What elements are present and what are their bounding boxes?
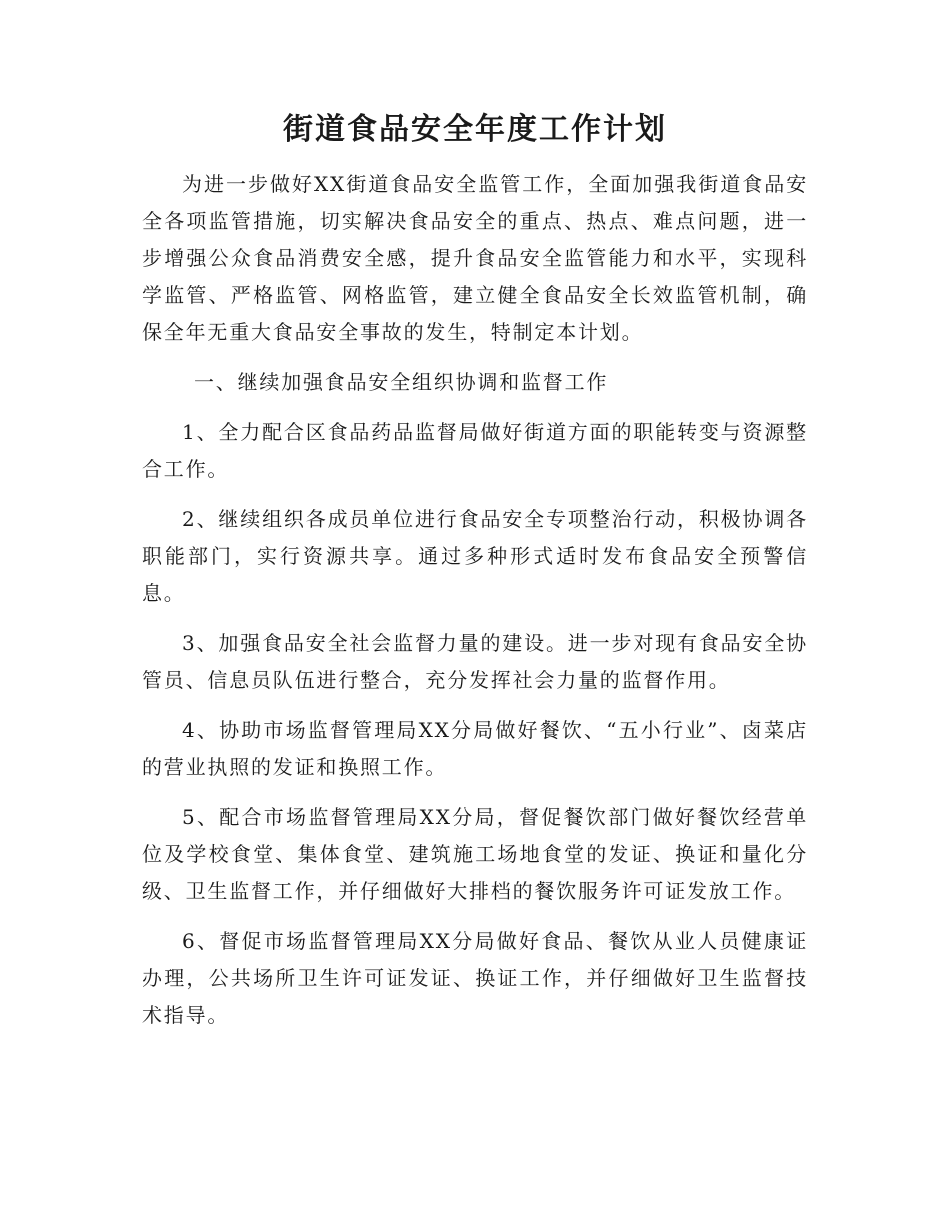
- document-body: [142, 166, 808, 1047]
- list-item: 2、继续组织各成员单位进行食品安全专项整治行动，积极协调各职能部门，实行资源共享。通过多种形式适时发布食品安全预警信息。: [142, 507, 808, 605]
- list-item: 5、配合市场监督管理局XX分局，督促餐饮部门做好餐饮经营单位及学校食堂、集体食堂、建筑施工场地食堂的发证、换证和量化分级、卫生监督工作，并仔细做好大排档的餐饮服务许可证发放工作。: [142, 805, 808, 903]
- intro-paragraph: 为进一步做好XX街道食品安全监管工作，全面加强我街道食品安全各项监管措施，切实解决食品安全的重点、热点、难点问题，进一步增强公众食品消费安全感，提升食品安全监管能力和水平，实现科学监管、严格监管、网格监管，建立健全食品安全长效监管机制，确保全年无重大食品安全事故的发生，特制定本计划。: [142, 172, 808, 344]
- list-item: 3、加强食品安全社会监督力量的建设。进一步对现有食品安全协管员、信息员队伍进行整合，充分发挥社会力量的监督作用。: [142, 631, 808, 692]
- list-item: 1、全力配合区食品药品监督局做好街道方面的职能转变与资源整合工作。: [142, 420, 808, 481]
- section-heading: 一、继续加强食品安全组织协调和监督工作: [194, 370, 609, 394]
- list-item: 6、督促市场监督管理局XX分局做好食品、餐饮从业人员健康证办理，公共场所卫生许可证发证、换证工作，并仔细做好卫生监督技术指导。: [142, 929, 808, 1027]
- list-item: 4、协助市场监督管理局XX分局做好餐饮、“五小行业”、卤菜店的营业执照的发证和换照工作。: [142, 718, 808, 779]
- document-title: 街道食品安全年度工作计划: [283, 112, 667, 147]
